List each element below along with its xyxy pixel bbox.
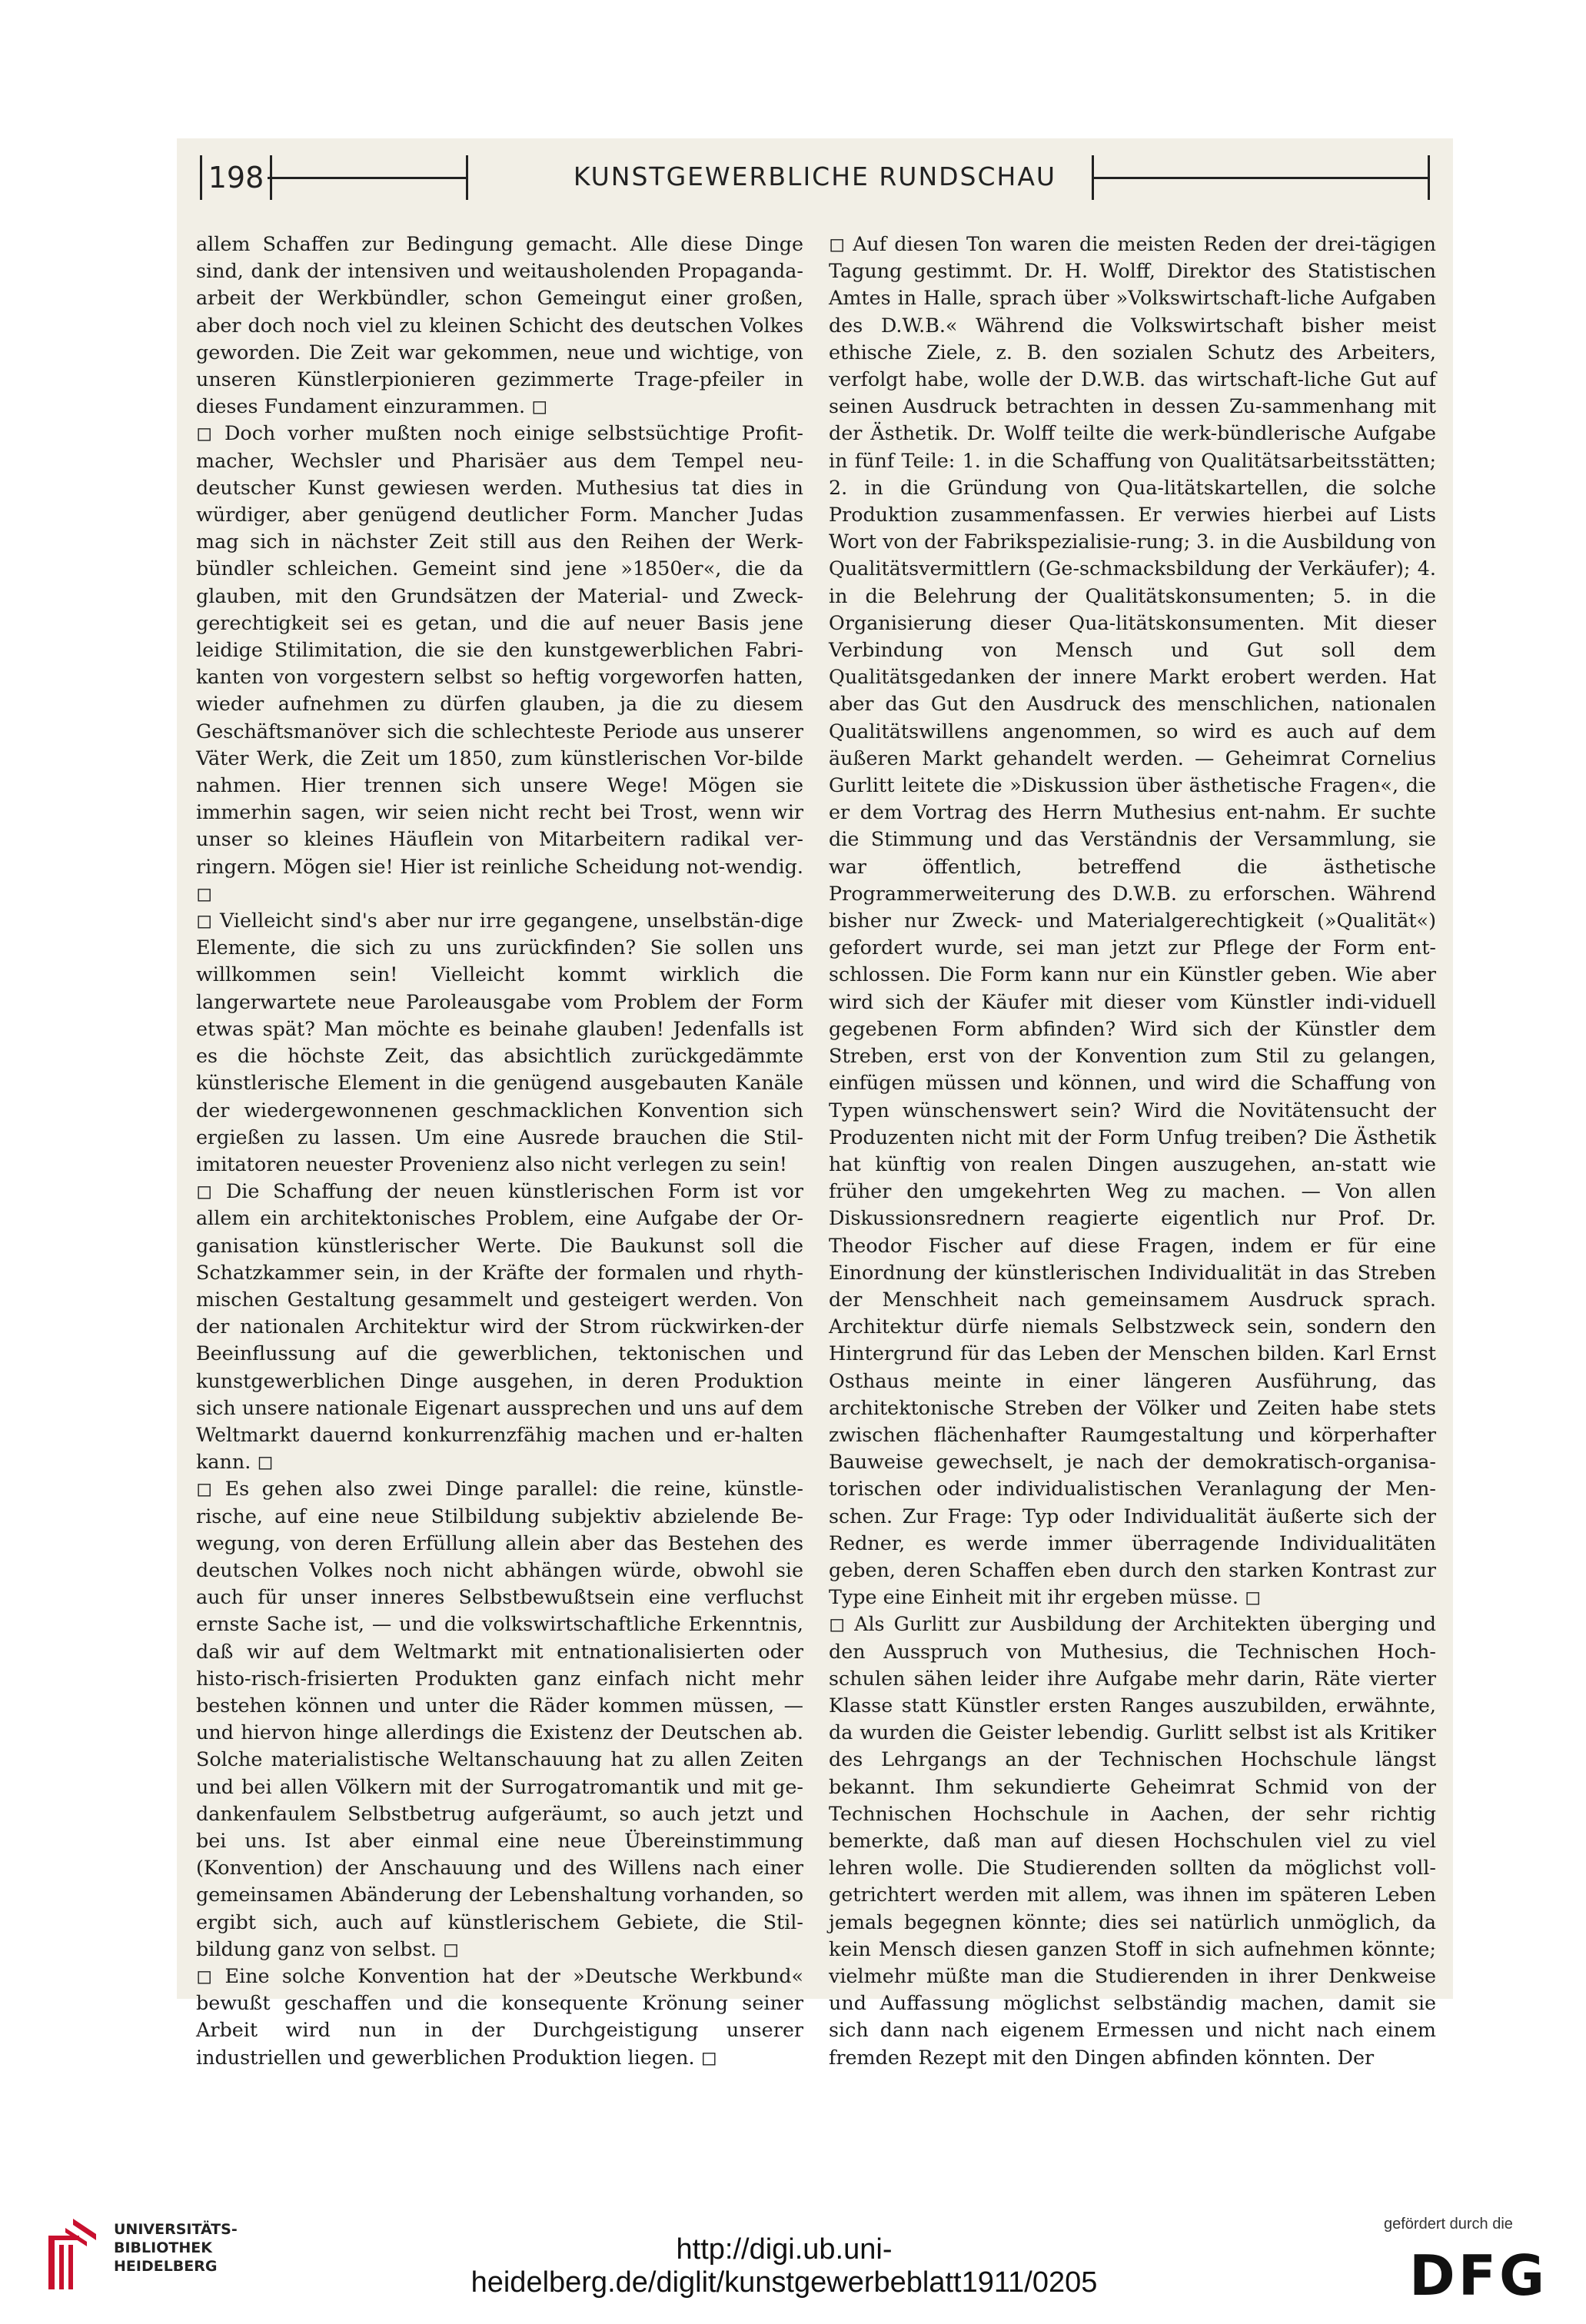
- paragraph: ◻ Die Schaffung der neuen künstlerischen Form ist vor allem ein architektonisches Problem, eine Aufgabe der Or-ganisation künstlerischer Werte. Die Baukunst soll die Schatzkammer sein, in der Kräfte der formalen und rhyth-mischen Gestaltung gesammelt und gesteigert werden. Von der nationalen Architektur wird der Strom rückwirken-der Beeinflussung auf die gewerblichen, tektonischen und kunstgewerblichen Dinge ausgehen, in deren Produktion sich unsere nationale Eigenart aussprechen und uns auf dem Weltmarkt dauernd konkurrenzfähig machen und er-halten kann. ◻: [196, 1179, 803, 1474]
- running-title: KUNSTGEWERBLICHE RUNDSCHAU: [573, 161, 1057, 191]
- paragraph: ◻ Vielleicht sind's aber nur irre gegangene, unselbstän-dige Elemente, die sich zu uns zurückfinden? Sie sollen uns willkommen sein! Vielleicht kommt wirklich die langerwartete neue Paroleausgabe vom Problem der Form etwas spät? Man möchte es beinahe glauben! Jedenfalls ist es die höchste Zeit, das absichtlich zurückgedämmte künstlerische Element in die genügend ausgebauten Kanäle der wiedergewonnenen geschmacklichen Konvention sich ergießen zu lassen. Um eine Ausrede brauchen die Stil-imitatoren neuester Provenienz also nicht verlegen zu sein!: [196, 909, 803, 1175]
- funding-note: gefördert durch die: [1384, 2216, 1513, 2233]
- library-line: HEIDELBERG: [114, 2258, 218, 2275]
- library-line: UNIVERSITÄTS-: [114, 2221, 238, 2238]
- page-header: [200, 155, 1430, 203]
- source-url[interactable]: http://digi.ub.uni-heidelberg.de/diglit/kunstgewerbeblatt1911/0205: [470, 2233, 1098, 2299]
- paragraph: ◻ Es gehen also zwei Dinge parallel: die reine, künstle-rische, auf eine neue Stilbildung subjektiv abzielende Be-wegung, von deren Erfüllung allein aber das Bestehen des deutschen Volkes noch nicht abhängen würde, obwohl sie auch für unser inneres Selbstbewußtsein eine verfluchst ernste Sache ist, — und die volkswirtschaftliche Erkenntnis, daß wir auf dem Weltmarkt mit entnationalisierten oder histo-risch-frisierten Produkten ganz einfach nicht mehr bestehen können und unter die Räder kommen müssen, — und hiervon hinge allerdings die Existenz der Deutschen ab. Solche materialistische Weltanschauung hat zu allen Zeiten und bei allen Völkern mit der Surrogatromantik und mit ge-dankenfaulem Selbstbetrug aufgeräumt, so auch jetzt und bei uns. Ist aber einmal eine neue Übereinstimmung (Konvention) der Anschauung und des Willens nach einer gemeinsamen Abänderung der Lebenshaltung vorhanden, so ergibt sich, auch auf künstlerischem Gebiete, die Stil-bildung ganz von selbst. ◻: [196, 1477, 803, 1960]
- paragraph: ◻ Als Gurlitt zur Ausbildung der Architekten überging und den Ausspruch von Muthesius, die Technischen Hoch-schulen sähen leider ihre Aufgabe mehr darin, Räte vierter Klasse statt Künstler ersten Ranges auszubilden, erwähnte, da wurden die Geister lebendig. Gurlitt selbst ist als Kritiker des Lehrgangs an der Technischen Hochschule längst bekannt. Ihm sekundierte Geheimrat Schmid von der Technischen Hochschule in Aachen, der sehr richtig bemerkte, daß man auf diesen Hochschulen viel zu viel lehren wolle. Die Studierenden sollten da möglichst voll-getrichtert werden mit allem, was ihnen im späteren Leben jemals begegnen könnte; dies sei natürlich unmöglich, da kein Mensch diesen ganzen Stoff in sich aufnehmen könnte; vielmehr müßte man die Studierenden in ihrer Denkweise und Auffassung möglichst selbständig machen, damit sie sich dann nach eigenem Ermessen und nicht nach einem fremden Rezept mit den Dingen abfinden könnten. Der: [829, 1612, 1436, 2069]
- library-name: [114, 2220, 238, 2276]
- page-number: 198: [200, 155, 272, 200]
- paragraph: allem Schaffen zur Bedingung gemacht. Alle diese Dinge sind, dank der intensiven und weitausholenden Propaganda-arbeit der Werkbündler, schon Gemeingut einer großen, aber doch noch viel zu kleinen Schicht des deutschen Volkes geworden. Die Zeit war gekommen, neue und wichtige, von unseren Künstlerpionieren gezimmerte Trage-pfeiler in dieses Fundament einzurammen. ◻: [196, 232, 803, 418]
- university-library-logo-icon: [42, 2213, 104, 2305]
- paragraph: ◻ Auf diesen Ton waren die meisten Reden der drei-tägigen Tagung gestimmt. Dr. H. Wolff, Direktor des Statistischen Amtes in Halle, sprach über »Volkswirtschaft-liche Aufgaben des D.W.B.« Während die Volkswirtschaft bisher meist ethische Ziele, z. B. den sozialen Schutz des Arbeiters, verfolgt habe, wolle der D.W.B. das wirtschaft-liche Gut auf seinen Ausdruck betrachten in dessen Zu-sammenhang mit der Ästhetik. Dr. Wolff teilte die werk-bündlerische Aufgabe in fünf Teile: 1. in die Schaffung von Qualitätsarbeitsstätten; 2. in die Gründung von Qua-litätskartellen, die solche Produktion zusammenfassen. Er verwies hierbei auf Lists Wort von der Fabrikspezialisie-rung; 3. in die Ausbildung von Qualitätsvermittlern (Ge-schmacksbildung der Verkäufer); 4. in die Belehrung der Qualitätskonsumenten; 5. in die Organisierung dieser Qua-litätskonsumenten. Mit dieser Verbindung von Mensch und Gut soll dem Qualitätsgedanken der innere Markt erobert werden. Hat aber das Gut den Ausdruck des menschlichen, nationalen Qualitätswillens angenommen, so wird es auch auf dem äußeren Markt gehandelt werden. — Geheimrat Cornelius Gurlitt leitete die »Diskussion über ästhetische Fragen«, die er dem Vortrag des Herrn Muthesius ent-nahm. Er suchte die Stimmung und das Verständnis der Versammlung, sie war öffentlich, betreffend die ästhetische Programmerweiterung des D.W.B. zu erforschen. Während bisher nur Zweck- und Materialgerechtigkeit (»Qualität«) gefordert wurde, sei man jetzt zur Pflege der Form ent-schlossen. Die Form kann nur ein Künstler geben. Wie aber wird sich der Käufer mit dieser vom Künstler indi-viduell gegebenen Form abfinden? Wird sich der Künstler dem Streben, erst von der Konvention zum Stil zu gelangen, einfügen müssen und können, und wird die Schaffung von Typen wünschenswert sein? Wird die Novitätensucht der Produzenten nicht mit der Form Unfug treiben? Die Ästhetik hat künftig von realen Dingen auszugehen, an-statt wie früher den umgekehrten Weg zu machen. — Von allen Diskussionsrednern reagierte eigentlich nur Prof. Dr. Theodor Fischer auf diese Fragen, indem er für eine Einordnung der künstlerischen Individualität in das Streben der Menschheit nach gemeinsamem Ausdruck sprach. Architektur dürfe niemals Selbstzweck sein, sondern den Hintergrund für das Leben der Menschen bilden. Karl Ernst Osthaus meinte in einer längeren Ausführung, das architektonische Streben der Völker und Zeiten habe stets zwischen flächenhafter Raumgestaltung und körperhafter Bauweise gewechselt, je nach der demokratisch-organisa-torischen oder individualistischen Veranlagung der Men-schen. Zur Frage: Typ oder Individualität äußerte sich der Redner, es werde immer überragende Individualitäten geben, deren Schaffen eben durch den starken Kontrast zur Type eine Einheit mit ihr ergeben müsse. ◻: [829, 232, 1436, 1609]
- left-column: [196, 231, 803, 2071]
- right-column: [829, 231, 1436, 2071]
- paragraph: ◻ Doch vorher mußten noch einige selbstsüchtige Profit-macher, Wechsler und Pharisäer aus dem Tempel neu-deutscher Kunst gewiesen werden. Muthesius tat dies in würdiger, aber genügend deutlicher Form. Mancher Judas mag sich in nächster Zeit still aus den Reihen der Werk-bündler schleichen. Gemeint sind jene »1850er«, die da glauben, mit den Grundsätzen der Material- und Zweck-gerechtigkeit sei es getan, und die auf neuer Basis jene leidige Stilimitation, die sie den kunstgewerblichen Fabri-kanten von vorgestern selbst so heftig vorgeworfen hatten, wieder aufnehmen zu dürfen glauben, ja die zu diesem Geschäftsmanöver sich die schlechteste Periode aus unserer Väter Werk, die Zeit um 1850, zum künstlerischen Vor-bilde nahmen. Hier trennen sich unsere Wege! Mögen sie immerhin sagen, wir seien nicht recht bei Trost, wenn wir unser so kleines Häuflein von Mitarbeitern radikal ver-ringern. Mögen sie! Hier ist reinliche Scheidung not-wendig. ◻: [196, 421, 803, 905]
- paragraph: ◻ Eine solche Konvention hat der »Deutsche Werkbund« bewußt geschaffen und die konsequente Krönung seiner Arbeit wird nun in der Durchgeistigung unserer industriellen und gewerblichen Produktion liegen. ◻: [196, 1964, 803, 2069]
- dfg-logo: DFG: [1409, 2243, 1548, 2308]
- library-line: BIBLIOTHEK: [114, 2239, 212, 2256]
